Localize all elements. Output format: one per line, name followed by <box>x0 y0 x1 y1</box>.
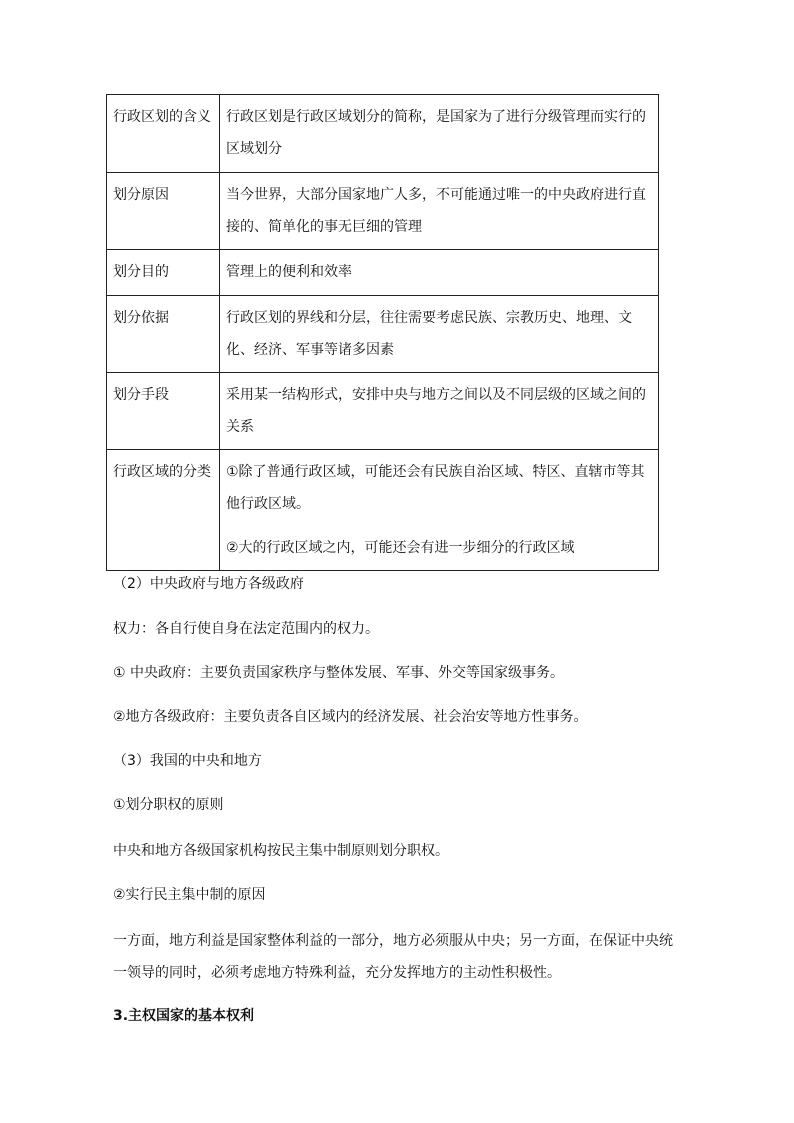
row-content <box>220 450 659 571</box>
row-label: 行政区划的含义 <box>107 95 220 173</box>
row-content: 当今世界，大部分国家地广人多，不可能通过唯一的中央政府进行直接的、简单化的事无巨细的管理 <box>220 173 659 250</box>
classification-item: ②大的行政区域之内，可能还会有进一步细分的行政区域 <box>226 540 575 556</box>
section-title: 3.主权国家的基本权利 <box>113 1008 255 1024</box>
sub-heading: ②实行民主集中制的原因 <box>113 887 266 903</box>
row-label: 划分依据 <box>107 296 220 373</box>
table-row <box>107 373 659 450</box>
row-content: 行政区划的界线和分层，往往需要考虑民族、宗教历史、地理、文化、经济、军事等诸多因素 <box>220 296 659 373</box>
table-row <box>107 296 659 373</box>
row-label: 划分目的 <box>107 250 220 296</box>
section-heading: （3）我国的中央和地方 <box>113 753 262 769</box>
classification-item: ①除了普通行政区域，可能还会有民族自治区域、特区、直辖市等其他行政区域。 <box>226 464 645 512</box>
paragraph: 中央和地方各级国家机构按民主集中制原则划分职权。 <box>113 843 449 859</box>
paragraph: 权力：各自行使自身在法定范围内的权力。 <box>113 621 379 637</box>
table-row <box>107 173 659 250</box>
paragraph: 一方面，地方利益是国家整体利益的一部分，地方必须服从中央；另一方面，在保证中央统一领导的同时，必须考虑地方特殊利益，充分发挥地方的主动性积极性。 <box>113 933 673 981</box>
sub-heading: ①划分职权的原则 <box>113 797 224 813</box>
row-label: 行政区域的分类 <box>107 450 220 571</box>
table-row <box>107 95 659 173</box>
row-content: 采用某一结构形式，安排中央与地方之间以及不同层级的区域之间的关系 <box>220 373 659 450</box>
paragraph: ① 中央政府：主要负责国家秩序与整体发展、军事、外交等国家级事务。 <box>113 665 564 681</box>
paragraph: ②地方各级政府：主要负责各自区域内的经济发展、社会治安等地方性事务。 <box>113 709 588 725</box>
row-content: 行政区划是行政区域划分的简称，是国家为了进行分级管理而实行的区域划分 <box>220 95 659 173</box>
section-heading: （2）中央政府与地方各级政府 <box>113 576 304 592</box>
row-label: 划分原因 <box>107 173 220 250</box>
table-row <box>107 250 659 296</box>
administrative-division-table <box>106 94 659 571</box>
row-content: 管理上的便利和效率 <box>220 250 659 296</box>
row-label: 划分手段 <box>107 373 220 450</box>
table-row <box>107 450 659 571</box>
